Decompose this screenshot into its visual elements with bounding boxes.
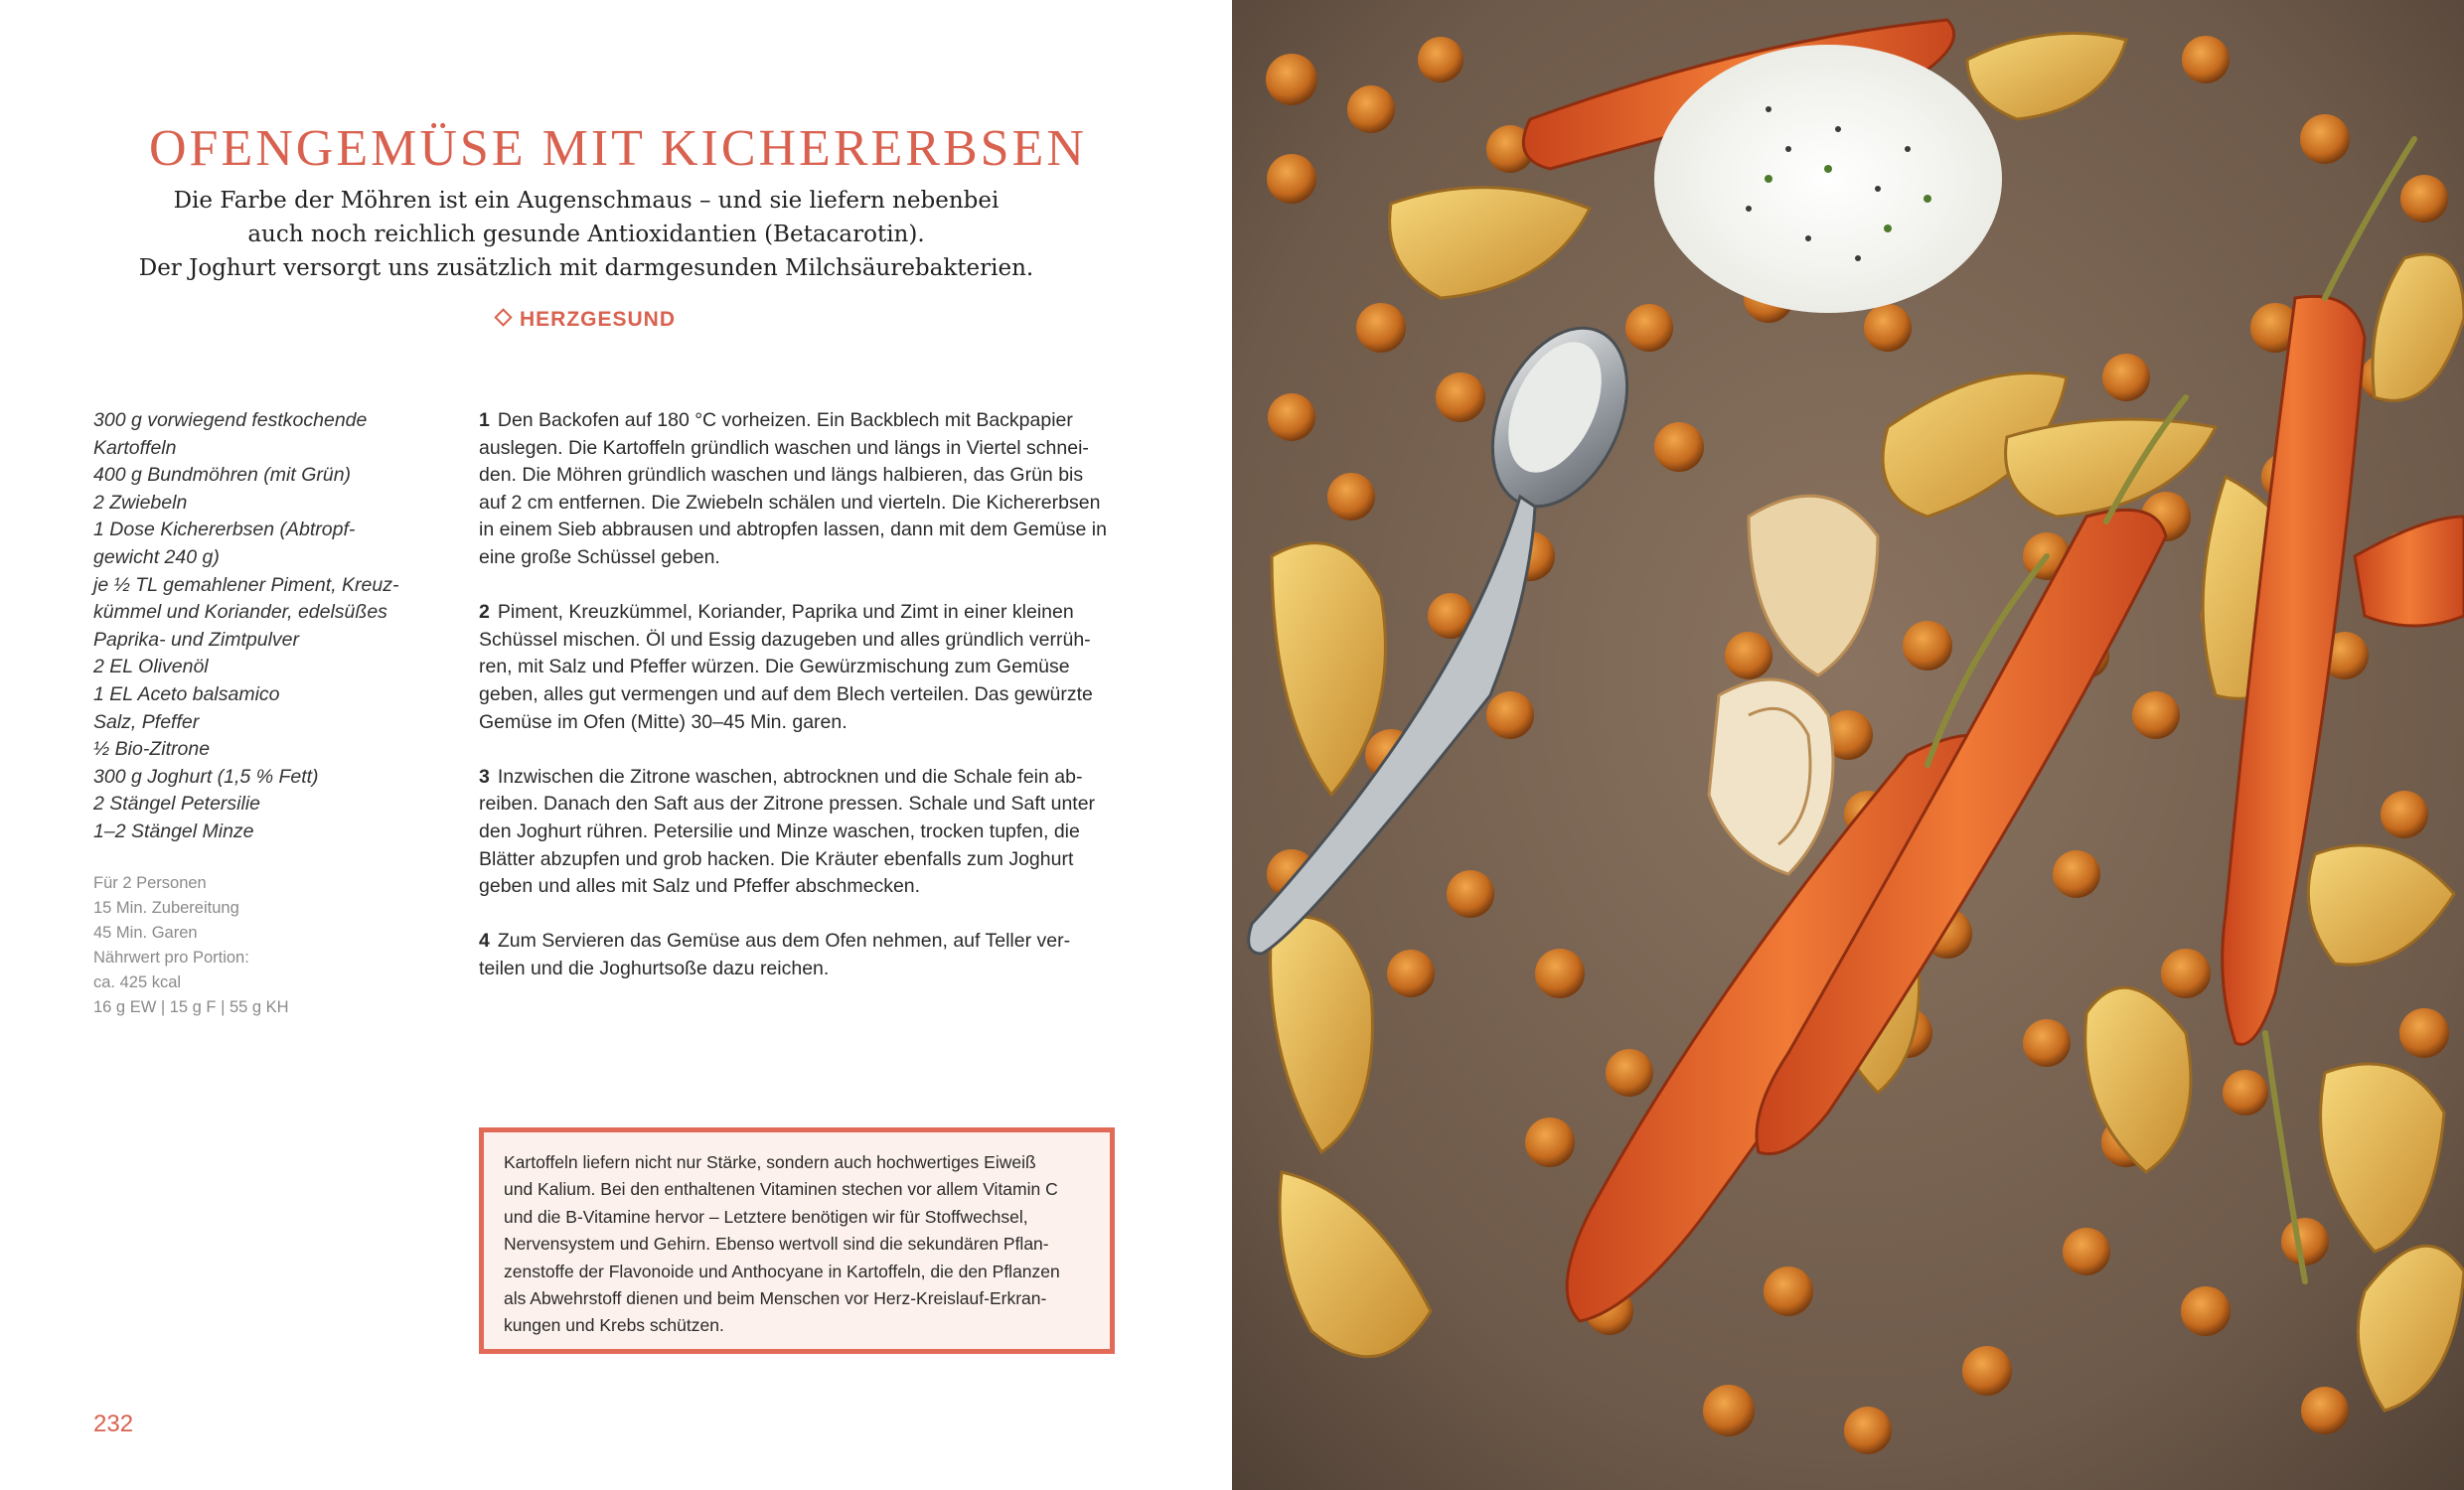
diamond-icon (494, 308, 512, 326)
recipe-title: OFENGEMÜSE MIT KICHERERBSEN (149, 120, 1087, 177)
step-line: Schüssel mischen. Öl und Essig dazugeben und alles gründlich verrüh- (479, 628, 1091, 651)
step-line: geben, alles gut vermengen und auf dem Blech verteilen. Das gewürzte (479, 682, 1093, 705)
step-line: den Joghurt rühren. Petersilie und Minze waschen, trocken tupfen, die (479, 820, 1080, 842)
meta-line: 45 Min. Garen (93, 924, 198, 942)
ingredient-line: Paprika- und Zimtpulver (93, 628, 299, 651)
food-photo (1232, 0, 2464, 1490)
step-line: Blätter abzupfen und grob hacken. Die Kräuter ebenfalls zum Joghurt (479, 847, 1074, 870)
step-4 (479, 928, 1125, 982)
info-line: und die B-Vitamine hervor – Letztere benötigen wir für Stoffwechsel, (504, 1206, 1028, 1227)
step-3 (479, 764, 1125, 901)
roasted-vegetables-illustration (1232, 0, 2464, 1490)
step-text: Inzwischen die Zitrone waschen, abtrocknen und die Schale fein ab- (497, 765, 1083, 788)
step-line (479, 599, 1125, 627)
step-line: auslegen. Die Kartoffeln gründlich waschen und längs in Viertel schnei- (479, 436, 1089, 459)
info-line: Nervensystem und Gehirn. Ebenso wertvoll sind die sekundären Pflan- (504, 1234, 1049, 1255)
ingredient-line: 2 EL Olivenöl (93, 656, 209, 678)
info-line: als Abwehrstoff dienen und beim Menschen vor Herz-Kreislauf-Erkran- (504, 1288, 1047, 1309)
ingredient-line: ½ Bio-Zitrone (93, 738, 211, 761)
subtitle-line: Der Joghurt versorgt uns zusätzlich mit darmgesunden Milchsäurebakterien. (138, 255, 1034, 281)
step-line: eine große Schüssel geben. (479, 545, 720, 568)
page-number: 232 (93, 1411, 134, 1437)
step-line (479, 928, 1125, 956)
ingredient-line: 1–2 Stängel Minze (93, 820, 254, 842)
ingredient-line: 300 g Joghurt (1,5 % Fett) (93, 765, 319, 788)
ingredient-line: je ½ TL gemahlener Piment, Kreuz- (93, 573, 399, 596)
recipe-meta (93, 871, 391, 1020)
health-tag (358, 308, 815, 332)
meta-line: 16 g EW | 15 g F | 55 g KH (93, 998, 289, 1016)
info-line: kungen und Krebs schützen. (504, 1315, 724, 1336)
step-number: 2 (479, 601, 490, 624)
info-line: zenstoffe der Flavonoide und Anthocyane in Kartoffeln, die den Pflanzen (504, 1261, 1060, 1281)
step-line: auf 2 cm entfernen. Die Zwiebeln schälen und vierteln. Die Kichererbsen (479, 491, 1101, 514)
ingredient-line: kümmel und Koriander, edelsüßes (93, 601, 387, 624)
ingredient-list (93, 407, 399, 846)
step-2 (479, 599, 1125, 736)
step-number: 4 (479, 930, 490, 953)
step-number: 3 (479, 765, 490, 788)
ingredient-line: 400 g Bundmöhren (mit Grün) (93, 464, 352, 487)
ingredient-line: Salz, Pfeffer (93, 710, 200, 733)
ingredient-line: 1 Dose Kichererbsen (Abtropf- (93, 519, 356, 541)
ingredient-line: gewicht 240 g) (93, 545, 220, 568)
step-line: Gemüse im Ofen (Mitte) 30–45 Min. garen. (479, 710, 847, 733)
step-text: Den Backofen auf 180 °C vorheizen. Ein Backblech mit Backpapier (497, 409, 1073, 431)
ingredient-line: 2 Stängel Petersilie (93, 793, 261, 816)
step-line (479, 407, 1125, 435)
step-line (479, 764, 1125, 792)
subtitle-line: auch noch reichlich gesunde Antioxidantien (Betacarotin). (247, 222, 925, 247)
step-line: geben und alles mit Salz und Pfeffer abschmecken. (479, 875, 921, 898)
info-box (479, 1127, 1115, 1354)
step-text: Zum Servieren das Gemüse aus dem Ofen nehmen, auf Teller ver- (497, 930, 1071, 953)
recipe-subtitle (109, 184, 1063, 285)
step-1 (479, 407, 1125, 572)
step-line: teilen und die Joghurtsoße dazu reichen. (479, 957, 830, 979)
step-line: in einem Sieb abbrausen und abtropfen lassen, dann mit dem Gemüse in (479, 519, 1107, 541)
step-line: den. Die Möhren gründlich waschen und längs halbieren, das Grün bis (479, 464, 1084, 487)
subtitle-line: Die Farbe der Möhren ist ein Augenschmaus – und sie liefern nebenbei (173, 188, 1000, 214)
health-tag-label: HERZGESUND (519, 308, 676, 331)
ingredient-line: 2 Zwiebeln (93, 491, 188, 514)
info-line: Kartoffeln liefern nicht nur Stärke, sondern auch hochwertiges Eiweiß (504, 1152, 1036, 1172)
meta-line: Nährwert pro Portion: (93, 949, 249, 967)
step-number: 1 (479, 409, 490, 431)
instruction-steps (479, 407, 1125, 1010)
step-text: Piment, Kreuzkümmel, Koriander, Paprika und Zimt in einer kleinen (497, 601, 1074, 624)
meta-line: ca. 425 kcal (93, 973, 182, 991)
meta-line: Für 2 Personen (93, 874, 207, 892)
info-line: und Kalium. Bei den enthaltenen Vitaminen stechen vor allem Vitamin C (504, 1179, 1058, 1200)
ingredient-line: 1 EL Aceto balsamico (93, 682, 280, 705)
ingredient-line: Kartoffeln (93, 436, 177, 459)
step-line: reiben. Danach den Saft aus der Zitrone pressen. Schale und Saft unter (479, 793, 1096, 816)
step-line: ren, mit Salz und Pfeffer würzen. Die Gewürzmischung zum Gemüse (479, 656, 1070, 678)
ingredient-line: 300 g vorwiegend festkochende (93, 409, 368, 431)
meta-line: 15 Min. Zubereitung (93, 899, 239, 917)
